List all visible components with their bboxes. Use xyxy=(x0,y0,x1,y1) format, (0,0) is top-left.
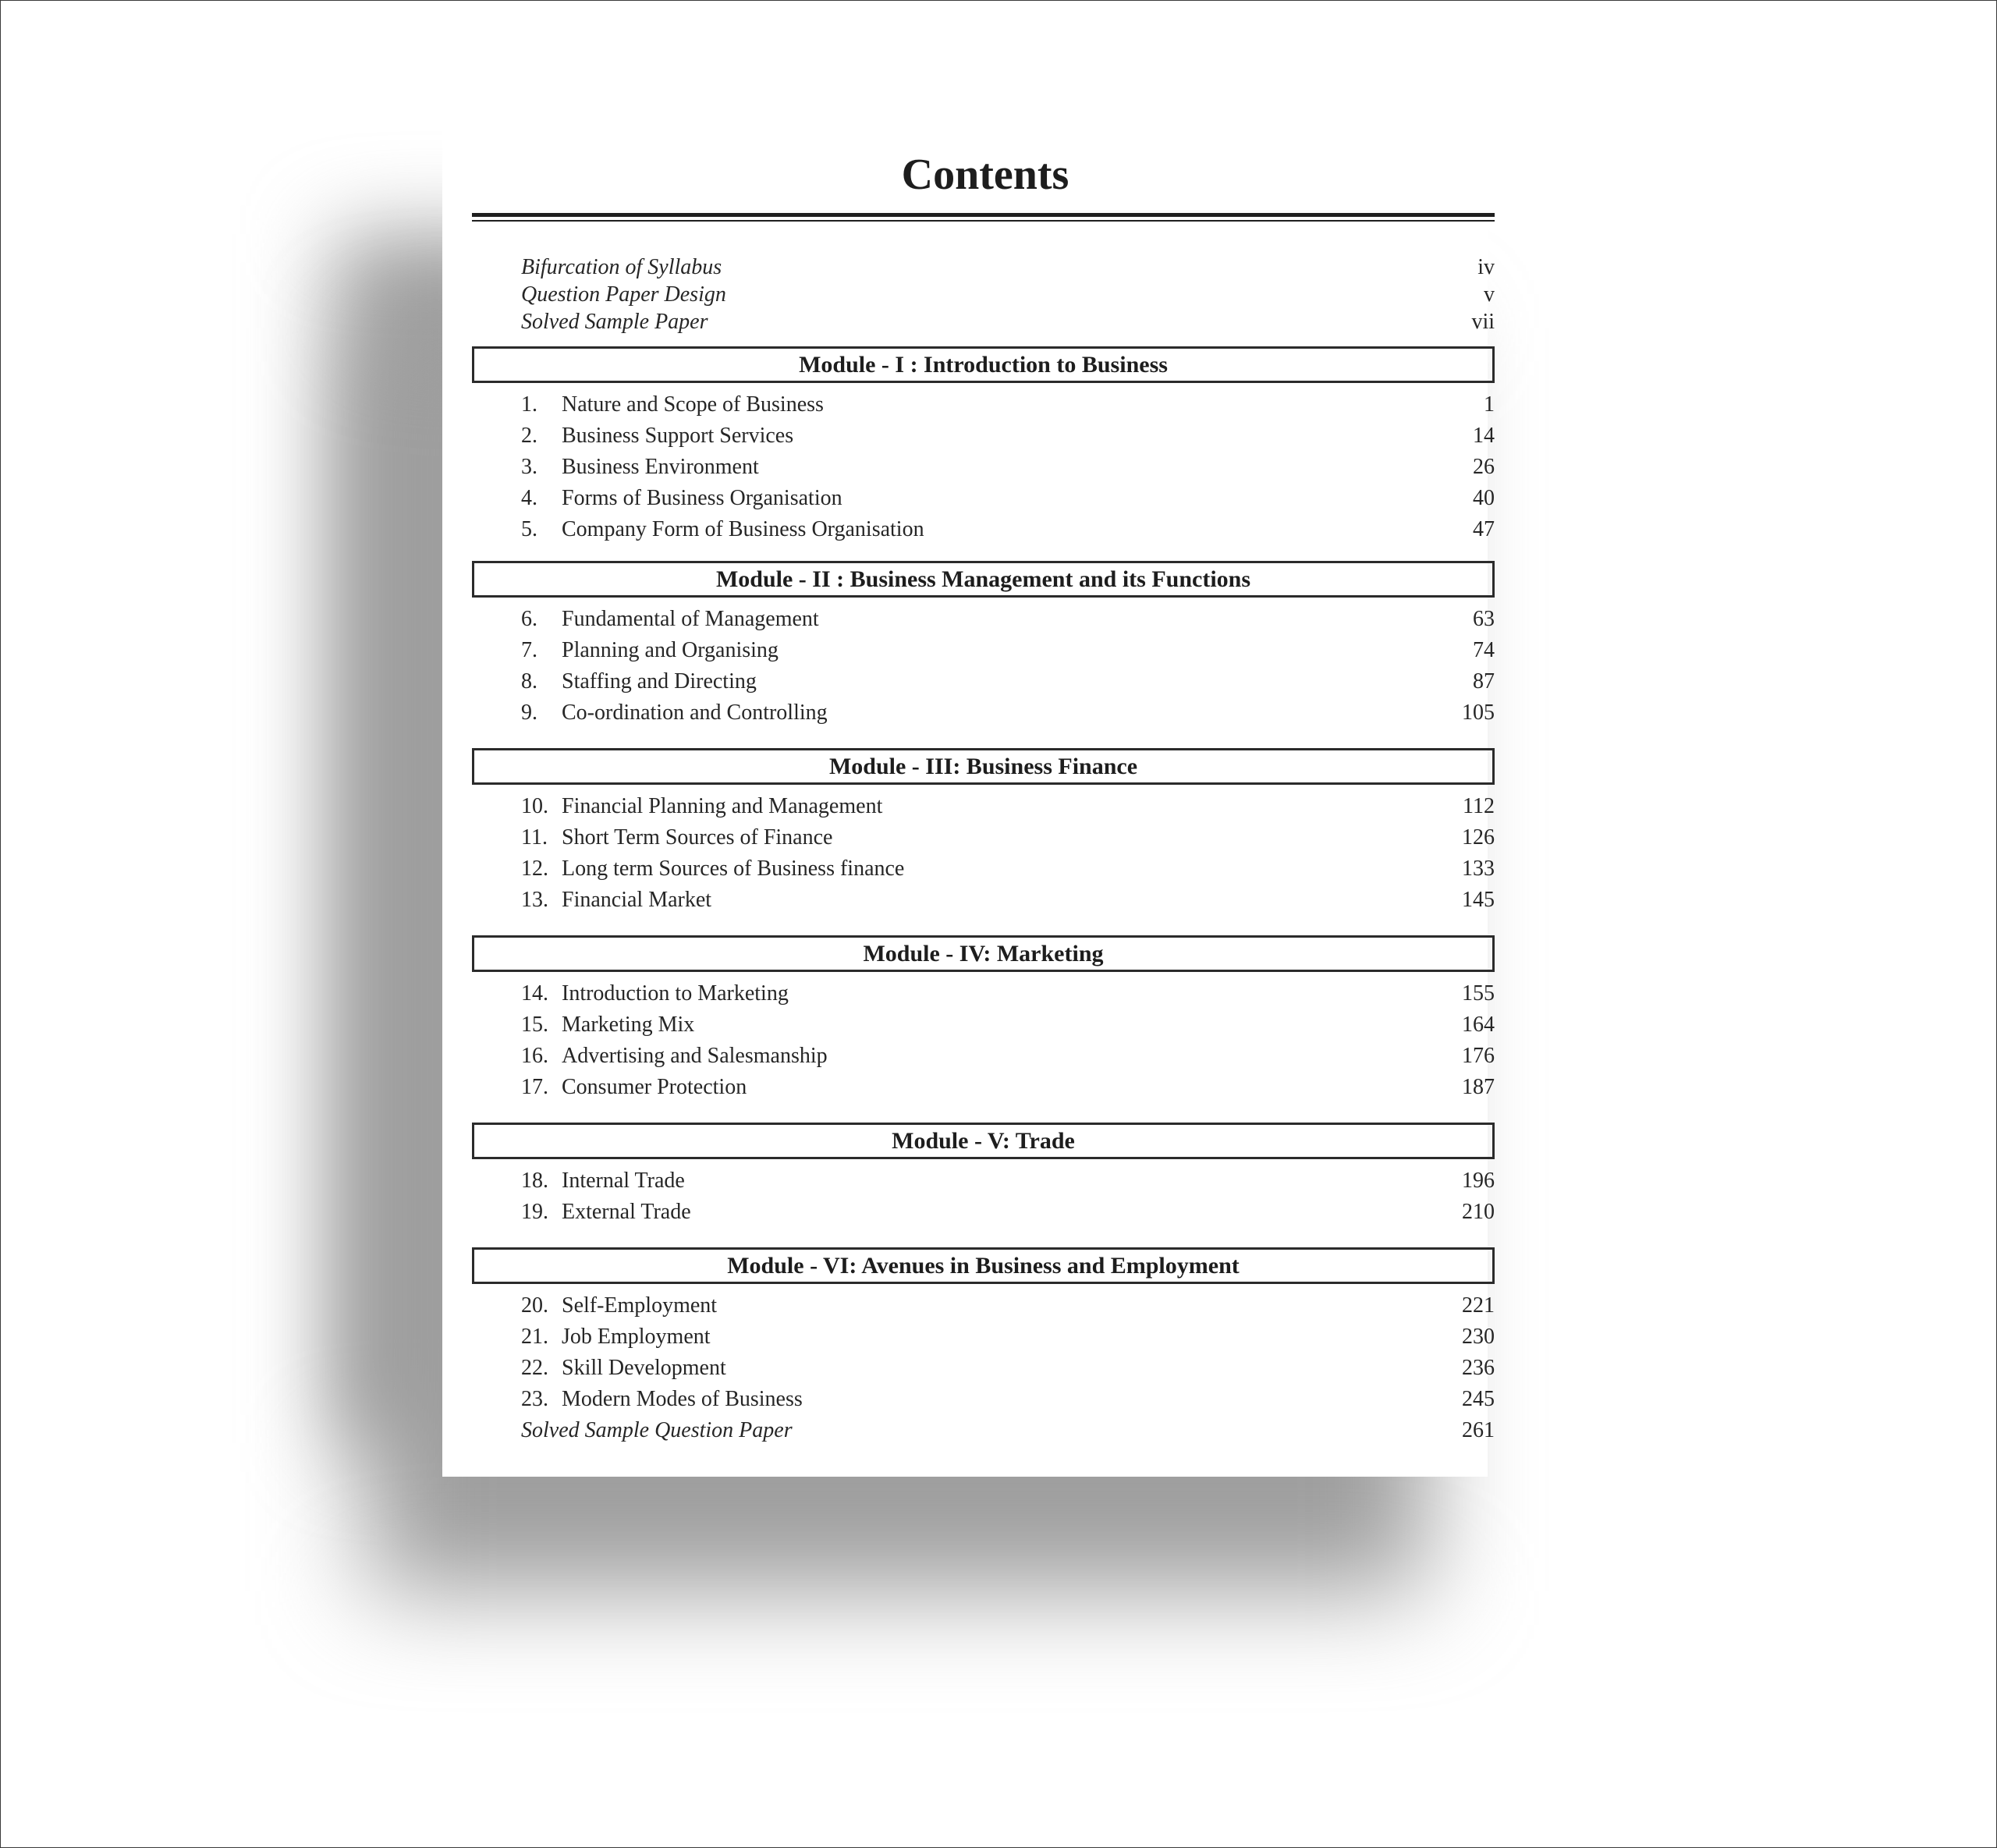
chapter-number: 19. xyxy=(521,1200,548,1224)
chapter-row xyxy=(521,1041,1495,1072)
chapter-number: 11. xyxy=(521,825,548,850)
chapter-page: 155 xyxy=(1462,981,1495,1006)
chapter-row xyxy=(521,978,1495,1009)
prelim-page: iv xyxy=(1477,255,1495,279)
chapter-row xyxy=(521,389,1495,420)
module-header: Module - V: Trade xyxy=(472,1123,1495,1159)
prelim-label: Solved Sample Paper xyxy=(521,310,708,334)
chapter-row xyxy=(521,791,1495,822)
chapter-number: 7. xyxy=(521,638,537,662)
chapter-title: Advertising and Salesmanship xyxy=(562,1044,828,1068)
module-header: Module - III: Business Finance xyxy=(472,748,1495,785)
module-4 xyxy=(472,935,1495,1103)
module-2 xyxy=(472,561,1495,729)
chapter-list xyxy=(472,1165,1495,1228)
chapter-number: 8. xyxy=(521,669,537,693)
chapter-title: Internal Trade xyxy=(562,1169,685,1193)
title-double-rule xyxy=(472,213,1495,222)
chapter-number: 20. xyxy=(521,1293,548,1318)
chapter-title: Forms of Business Organisation xyxy=(562,486,842,510)
chapter-row-trailer xyxy=(521,1415,1495,1446)
chapter-number: 6. xyxy=(521,607,537,631)
chapter-row xyxy=(521,1384,1495,1415)
chapter-row xyxy=(521,452,1495,483)
chapter-number: 15. xyxy=(521,1013,548,1037)
chapter-page: 164 xyxy=(1462,1013,1495,1037)
chapter-number: 12. xyxy=(521,857,548,881)
chapter-page: 74 xyxy=(1473,638,1495,662)
chapter-number: 10. xyxy=(521,794,548,818)
chapter-page: 126 xyxy=(1462,825,1495,850)
chapter-title: Consumer Protection xyxy=(562,1075,747,1099)
chapter-page: 210 xyxy=(1462,1200,1495,1224)
chapter-number: 3. xyxy=(521,455,537,479)
chapter-row xyxy=(521,853,1495,885)
chapter-row xyxy=(521,1197,1495,1228)
chapter-page: 221 xyxy=(1462,1293,1495,1318)
chapter-title: Fundamental of Management xyxy=(562,607,819,631)
chapter-title: Financial Planning and Management xyxy=(562,794,883,818)
chapter-title: Co-ordination and Controlling xyxy=(562,701,828,725)
prelim-label: Bifurcation of Syllabus xyxy=(521,255,722,279)
chapter-page: 196 xyxy=(1462,1169,1495,1193)
module-1 xyxy=(472,346,1495,545)
prelim-label: Question Paper Design xyxy=(521,282,726,307)
chapter-title: Skill Development xyxy=(562,1356,726,1380)
module-3 xyxy=(472,748,1495,916)
chapter-list xyxy=(472,389,1495,545)
chapter-page: 63 xyxy=(1473,607,1495,631)
prelim-item xyxy=(521,281,1495,308)
module-header: Module - II : Business Management and its Functions xyxy=(472,561,1495,598)
chapter-page: 236 xyxy=(1462,1356,1495,1380)
chapter-list xyxy=(472,1290,1495,1446)
chapter-page: 245 xyxy=(1462,1387,1495,1411)
chapter-page: 187 xyxy=(1462,1075,1495,1099)
chapter-number: 9. xyxy=(521,701,537,725)
chapter-page: 26 xyxy=(1473,455,1495,479)
chapter-row xyxy=(521,420,1495,452)
chapter-page: 112 xyxy=(1463,794,1495,818)
chapter-title: External Trade xyxy=(562,1200,691,1224)
contents-page xyxy=(442,129,1495,1477)
chapter-number: 1. xyxy=(521,392,537,417)
chapter-title: Self-Employment xyxy=(562,1293,718,1318)
chapter-number: 13. xyxy=(521,888,548,912)
chapter-title: Financial Market xyxy=(562,888,712,912)
chapter-page: 87 xyxy=(1473,669,1495,693)
module-header: Module - IV: Marketing xyxy=(472,935,1495,972)
chapter-row xyxy=(521,635,1495,666)
chapter-number: 2. xyxy=(521,424,537,448)
chapter-number: 14. xyxy=(521,981,548,1006)
chapter-page: 1 xyxy=(1484,392,1495,417)
chapter-row xyxy=(521,1290,1495,1321)
chapter-list xyxy=(472,791,1495,916)
chapter-row xyxy=(521,604,1495,635)
chapter-number: 16. xyxy=(521,1044,548,1068)
chapter-row xyxy=(521,697,1495,729)
chapter-page: 40 xyxy=(1473,486,1495,510)
chapter-page: 105 xyxy=(1462,701,1495,725)
chapter-title: Short Term Sources of Finance xyxy=(562,825,833,850)
chapter-row xyxy=(521,1165,1495,1197)
chapter-row xyxy=(521,822,1495,853)
chapter-row xyxy=(521,483,1495,514)
prelim-list xyxy=(521,254,1495,335)
chapter-row xyxy=(521,1072,1495,1103)
module-5 xyxy=(472,1123,1495,1228)
chapter-title: Company Form of Business Organisation xyxy=(562,517,924,541)
chapter-title: Business Support Services xyxy=(562,424,794,448)
chapter-title: Introduction to Marketing xyxy=(562,981,789,1006)
module-header: Module - VI: Avenues in Business and Employment xyxy=(472,1247,1495,1284)
module-6 xyxy=(472,1247,1495,1446)
chapter-row xyxy=(521,1353,1495,1384)
prelim-item xyxy=(521,308,1495,335)
chapter-page: 133 xyxy=(1462,857,1495,881)
chapter-title: Job Employment xyxy=(562,1325,711,1349)
chapter-list xyxy=(472,604,1495,729)
chapter-row xyxy=(521,666,1495,697)
prelim-page: v xyxy=(1484,282,1495,307)
chapter-number: 4. xyxy=(521,486,537,510)
chapter-number: 21. xyxy=(521,1325,548,1349)
chapter-row xyxy=(521,514,1495,545)
module-header: Module - I : Introduction to Business xyxy=(472,346,1495,383)
chapter-page: 145 xyxy=(1462,888,1495,912)
chapter-row xyxy=(521,885,1495,916)
prelim-item xyxy=(521,254,1495,281)
chapter-page: 47 xyxy=(1473,517,1495,541)
chapter-page: 14 xyxy=(1473,424,1495,448)
chapter-row xyxy=(521,1321,1495,1353)
page-title: Contents xyxy=(901,151,1069,199)
chapter-page: 230 xyxy=(1462,1325,1495,1349)
chapter-title: Business Environment xyxy=(562,455,759,479)
prelim-page: vii xyxy=(1471,310,1495,334)
chapter-number: 17. xyxy=(521,1075,548,1099)
chapter-number: 18. xyxy=(521,1169,548,1193)
trailer-title: Solved Sample Question Paper xyxy=(521,1418,793,1442)
chapter-title: Staffing and Directing xyxy=(562,669,757,693)
chapter-number: 23. xyxy=(521,1387,548,1411)
chapter-number: 22. xyxy=(521,1356,548,1380)
chapter-title: Nature and Scope of Business xyxy=(562,392,824,417)
chapter-number: 5. xyxy=(521,517,537,541)
chapter-row xyxy=(521,1009,1495,1041)
chapter-title: Planning and Organising xyxy=(562,638,779,662)
chapter-title: Modern Modes of Business xyxy=(562,1387,803,1411)
chapter-title: Marketing Mix xyxy=(562,1013,695,1037)
chapter-page: 176 xyxy=(1462,1044,1495,1068)
chapter-title: Long term Sources of Business finance xyxy=(562,857,905,881)
trailer-page: 261 xyxy=(1462,1418,1495,1442)
chapter-list xyxy=(472,978,1495,1103)
